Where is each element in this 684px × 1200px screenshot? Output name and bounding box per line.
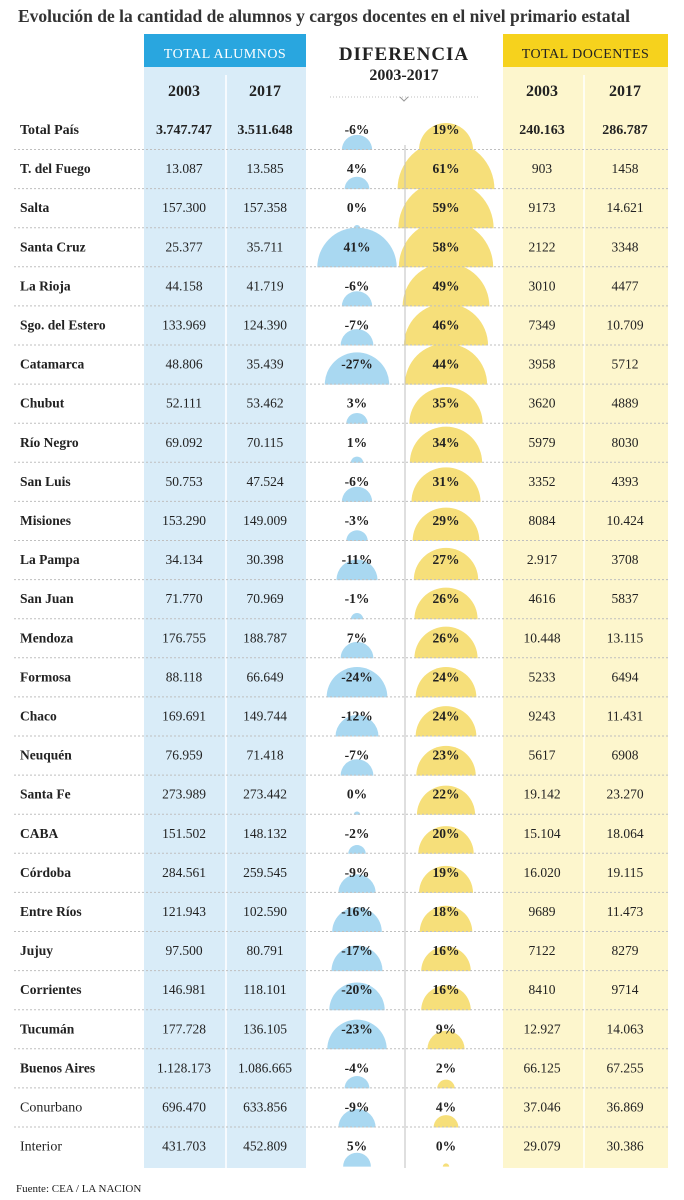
alumnos-diff-label: -23% xyxy=(341,1021,373,1037)
alumnos-diff-label: 1% xyxy=(346,434,368,450)
docentes-diff-label: 20% xyxy=(432,825,460,841)
alumnos-diff-label: -9% xyxy=(344,864,370,880)
alumnos-2003-value: 69.092 xyxy=(165,434,203,450)
docentes-2003-value: 19.142 xyxy=(523,786,561,802)
row-label: CABA xyxy=(20,825,59,841)
docentes-2003-value: 4616 xyxy=(528,591,556,607)
docentes-2017-value: 5712 xyxy=(611,356,639,372)
alumnos-2003-value: 25.377 xyxy=(165,239,203,255)
docentes-diff-label: 0% xyxy=(435,1138,457,1154)
docentes-2003-value: 8410 xyxy=(528,982,556,998)
alumnos-year-2003: 2003 xyxy=(168,83,200,100)
docentes-2003-value: 29.079 xyxy=(523,1138,561,1154)
docentes-diff-label: 27% xyxy=(432,552,460,568)
docentes-diff-label: 49% xyxy=(432,278,460,294)
alumnos-2003-value: 121.943 xyxy=(162,904,206,919)
docentes-2017-value: 11.473 xyxy=(606,904,644,919)
docentes-2017-value: 13.115 xyxy=(606,630,644,646)
source-note: Fuente: CEA / LA NACION xyxy=(16,1183,142,1195)
docentes-diff-label: 59% xyxy=(432,200,460,216)
docentes-2003-value: 7349 xyxy=(528,317,556,333)
alumnos-diff-label: -24% xyxy=(341,669,373,685)
alumnos-2017-value: 148.132 xyxy=(243,825,287,841)
docentes-2003-value: 3958 xyxy=(528,356,556,372)
alumnos-2017-value: 149.744 xyxy=(243,708,287,724)
alumnos-diff-semicircle xyxy=(342,135,372,150)
alumnos-2003-value: 146.981 xyxy=(162,982,206,998)
docentes-2003-value: 2122 xyxy=(528,239,556,255)
alumnos-diff-semicircle xyxy=(342,291,372,306)
row-label: Tucumán xyxy=(20,1021,75,1037)
alumnos-diff-label: -9% xyxy=(344,1099,370,1115)
row-label: Misiones xyxy=(20,513,72,528)
alumnos-diff-semicircle xyxy=(342,487,372,502)
docentes-2003-value: 5979 xyxy=(528,434,556,450)
alumnos-diff-semicircle xyxy=(351,613,363,619)
alumnos-2017-value: 3.511.648 xyxy=(237,123,293,138)
docentes-2017-value: 3708 xyxy=(611,552,639,568)
row-label: La Pampa xyxy=(20,552,80,568)
docentes-2003-value: 37.046 xyxy=(523,1099,561,1115)
alumnos-2003-value: 50.753 xyxy=(165,473,203,489)
docentes-2017-value: 67.255 xyxy=(606,1060,644,1076)
docentes-2003-value: 3352 xyxy=(528,473,556,489)
docentes-2017-value: 30.386 xyxy=(606,1138,644,1154)
docentes-2003-value: 66.125 xyxy=(523,1060,561,1076)
alumnos-2017-value: 259.545 xyxy=(243,864,287,880)
alumnos-2003-value: 13.087 xyxy=(165,161,203,177)
docentes-2017-value: 10.709 xyxy=(606,317,644,333)
alumnos-2003-value: 157.300 xyxy=(162,200,206,216)
docentes-year-2003: 2003 xyxy=(526,83,558,100)
docentes-2017-value: 36.869 xyxy=(606,1099,644,1115)
alumnos-2017-value: 136.105 xyxy=(243,1021,287,1037)
row-label: Conurbano xyxy=(20,1100,83,1116)
alumnos-2017-value: 35.439 xyxy=(246,356,284,372)
docentes-diff-label: 46% xyxy=(432,317,460,333)
alumnos-2017-value: 80.791 xyxy=(246,943,284,959)
alumnos-diff-label: -1% xyxy=(344,591,370,607)
docentes-diff-label: 31% xyxy=(432,473,460,489)
docentes-diff-label: 2% xyxy=(435,1060,457,1076)
docentes-diff-label: 26% xyxy=(432,591,460,607)
docentes-2003-value: 240.163 xyxy=(519,123,565,138)
alumnos-2017-value: 41.719 xyxy=(246,278,284,294)
docentes-2003-value: 3010 xyxy=(528,278,556,294)
alumnos-2003-value: 169.691 xyxy=(162,708,206,724)
docentes-2003-value: 903 xyxy=(531,161,553,177)
alumnos-2003-value: 71.770 xyxy=(165,591,203,607)
row-label: Neuquén xyxy=(20,747,72,763)
alumnos-diff-label: 41% xyxy=(343,239,371,255)
docentes-diff-label: 16% xyxy=(432,982,460,998)
alumnos-diff-label: -7% xyxy=(344,317,370,333)
alumnos-2003-value: 1.128.173 xyxy=(157,1060,211,1076)
docentes-diff-label: 35% xyxy=(432,395,460,411)
docentes-2003-value: 3620 xyxy=(528,395,556,411)
docentes-2017-value: 6494 xyxy=(611,669,639,685)
row-label: San Juan xyxy=(20,591,74,607)
docentes-2017-value: 14.063 xyxy=(606,1021,644,1037)
alumnos-2003-value: 151.502 xyxy=(162,825,206,841)
docentes-2017-value: 4477 xyxy=(611,278,639,294)
alumnos-2017-value: 1.086.665 xyxy=(238,1060,292,1076)
docentes-2017-value: 6908 xyxy=(611,747,639,763)
alumnos-2017-value: 47.524 xyxy=(246,473,284,489)
diferencia-header-label: DIFERENCIA xyxy=(338,44,470,65)
alumnos-diff-label: -7% xyxy=(344,747,370,763)
docentes-diff-label: 34% xyxy=(432,434,460,450)
docentes-year-2017: 2017 xyxy=(609,83,641,100)
alumnos-diff-label: -27% xyxy=(341,356,373,372)
alumnos-diff-label: -4% xyxy=(344,1060,370,1076)
alumnos-2003-value: 48.806 xyxy=(165,356,203,372)
docentes-2003-value: 7122 xyxy=(528,943,556,959)
row-label: Interior xyxy=(20,1139,62,1155)
docentes-2017-value: 1458 xyxy=(611,161,639,177)
row-label: Santa Cruz xyxy=(20,239,86,255)
docentes-diff-label: 19% xyxy=(432,864,460,880)
docentes-2003-value: 9243 xyxy=(528,708,556,724)
alumnos-2017-value: 633.856 xyxy=(243,1099,287,1115)
alumnos-2017-value: 118.101 xyxy=(243,982,287,998)
alumnos-diff-label: 0% xyxy=(346,200,368,216)
alumnos-diff-label: -12% xyxy=(341,708,373,724)
alumnos-2017-value: 70.115 xyxy=(246,434,284,450)
row-label: Córdoba xyxy=(20,864,72,880)
alumnos-2017-value: 30.398 xyxy=(246,552,284,568)
docentes-diff-label: 24% xyxy=(432,669,460,685)
docentes-2017-value: 4889 xyxy=(611,395,639,411)
alumnos-2017-value: 157.358 xyxy=(243,200,287,216)
alumnos-diff-semicircle xyxy=(345,177,370,189)
docentes-diff-label: 61% xyxy=(432,161,460,177)
docentes-diff-label: 44% xyxy=(432,356,460,372)
row-label: Chaco xyxy=(20,708,57,724)
alumnos-2017-value: 53.462 xyxy=(246,395,284,411)
alumnos-2003-value: 3.747.747 xyxy=(156,123,212,138)
docentes-2003-value: 12.927 xyxy=(523,1021,561,1037)
alumnos-2003-value: 52.111 xyxy=(165,395,203,411)
alumnos-2003-value: 153.290 xyxy=(162,513,206,528)
docentes-diff-semicircle xyxy=(437,1080,455,1089)
chart-title: Evolución de la cantidad de alumnos y cargos docentes en el nivel primario estatal xyxy=(18,6,631,26)
row-label: Entre Ríos xyxy=(20,904,82,919)
diferencia-header-caret xyxy=(400,97,408,101)
alumnos-diff-semicircle xyxy=(348,845,366,854)
row-label: Chubut xyxy=(20,395,65,411)
alumnos-2003-value: 88.118 xyxy=(165,669,203,685)
docentes-2017-value: 18.064 xyxy=(606,825,644,841)
alumnos-diff-label: -6% xyxy=(344,278,370,294)
docentes-diff-label: 58% xyxy=(432,239,460,255)
alumnos-2017-value: 66.649 xyxy=(246,669,284,685)
alumnos-2003-value: 177.728 xyxy=(162,1021,206,1037)
alumnos-2003-value: 133.969 xyxy=(162,317,206,333)
alumnos-2003-value: 273.989 xyxy=(162,786,206,802)
docentes-diff-label: 18% xyxy=(432,904,460,919)
alumnos-2017-value: 102.590 xyxy=(243,904,287,919)
docentes-2017-value: 8279 xyxy=(611,943,639,959)
alumnos-2003-value: 284.561 xyxy=(162,864,206,880)
row-label: La Rioja xyxy=(20,278,71,294)
alumnos-2017-value: 71.418 xyxy=(246,747,284,763)
row-label: Río Negro xyxy=(20,434,79,450)
row-label: Sgo. del Estero xyxy=(20,317,106,333)
alumnos-2003-value: 97.500 xyxy=(165,943,203,959)
alumnos-diff-label: -17% xyxy=(341,943,373,959)
docentes-diff-label: 23% xyxy=(432,747,460,763)
docentes-2017-value: 14.621 xyxy=(606,200,644,216)
docentes-2003-value: 9173 xyxy=(528,200,556,216)
alumnos-diff-semicircle xyxy=(346,413,367,424)
docentes-2003-value: 15.104 xyxy=(523,825,561,841)
docentes-2017-value: 9714 xyxy=(611,982,639,998)
docentes-2003-value: 5233 xyxy=(528,669,556,685)
docentes-2003-value: 10.448 xyxy=(523,630,561,646)
alumnos-diff-label: -3% xyxy=(344,513,370,528)
row-label: Corrientes xyxy=(20,982,82,998)
row-label: Salta xyxy=(20,200,50,216)
docentes-2003-value: 9689 xyxy=(528,904,556,919)
docentes-diff-semicircle xyxy=(443,1163,449,1166)
docentes-2017-value: 8030 xyxy=(611,434,639,450)
alumnos-diff-label: -2% xyxy=(344,825,370,841)
docentes-2017-value: 11.431 xyxy=(606,708,644,724)
row-label: Santa Fe xyxy=(20,786,71,802)
docentes-header-label: TOTAL DOCENTES xyxy=(521,47,650,62)
alumnos-diff-label: 3% xyxy=(346,395,368,411)
docentes-2017-value: 5837 xyxy=(611,591,639,607)
alumnos-diff-label: -11% xyxy=(341,552,373,568)
docentes-2017-value: 286.787 xyxy=(602,123,648,138)
alumnos-2003-value: 431.703 xyxy=(162,1138,206,1154)
docentes-2017-value: 3348 xyxy=(611,239,639,255)
row-label: Mendoza xyxy=(20,630,74,646)
docentes-diff-label: 29% xyxy=(432,513,460,528)
alumnos-2017-value: 70.969 xyxy=(246,591,284,607)
alumnos-diff-label: -6% xyxy=(344,473,370,489)
alumnos-diff-semicircle xyxy=(346,530,367,541)
alumnos-diff-label: -20% xyxy=(341,982,373,998)
alumnos-diff-semicircle xyxy=(345,1076,370,1088)
alumnos-diff-label: 7% xyxy=(346,630,368,646)
alumnos-diff-label: -16% xyxy=(341,904,373,919)
row-label: San Luis xyxy=(20,473,71,489)
alumnos-2017-value: 124.390 xyxy=(243,317,287,333)
alumnos-diff-label: 0% xyxy=(346,786,368,802)
docentes-diff-label: 22% xyxy=(432,786,460,802)
docentes-diff-label: 26% xyxy=(432,630,460,646)
docentes-2017-value: 23.270 xyxy=(606,786,644,802)
row-label: Catamarca xyxy=(20,356,85,372)
alumnos-diff-semicircle xyxy=(351,457,363,463)
docentes-2003-value: 16.020 xyxy=(523,864,561,880)
docentes-2003-value: 8084 xyxy=(528,513,556,528)
alumnos-2003-value: 34.134 xyxy=(165,552,203,568)
alumnos-2017-value: 273.442 xyxy=(243,786,287,802)
docentes-diff-label: 16% xyxy=(432,943,460,959)
alumnos-2017-value: 452.809 xyxy=(243,1138,287,1154)
docentes-2017-value: 10.424 xyxy=(606,513,644,528)
alumnos-2003-value: 44.158 xyxy=(165,278,203,294)
row-label: Total País xyxy=(20,123,79,138)
alumnos-diff-label: -6% xyxy=(344,122,370,137)
docentes-diff-label: 9% xyxy=(435,1021,457,1037)
docentes-2017-value: 4393 xyxy=(611,473,639,489)
alumnos-diff-semicircle xyxy=(343,1153,371,1167)
alumnos-2003-value: 76.959 xyxy=(165,747,203,763)
docentes-2017-value: 19.115 xyxy=(606,864,644,880)
docentes-diff-semicircle xyxy=(434,1115,459,1127)
row-label: Jujuy xyxy=(20,943,54,959)
alumnos-2017-value: 35.711 xyxy=(246,239,284,255)
alumnos-diff-label: 4% xyxy=(346,161,368,177)
alumnos-header-label: TOTAL ALUMNOS xyxy=(163,47,287,62)
docentes-diff-label: 4% xyxy=(435,1099,457,1115)
alumnos-2017-value: 188.787 xyxy=(243,630,287,646)
diferencia-period-label: 2003-2017 xyxy=(369,67,439,84)
row-label: Buenos Aires xyxy=(20,1060,96,1076)
docentes-diff-label: 24% xyxy=(432,708,460,724)
docentes-diff-label: 19% xyxy=(432,122,460,137)
row-label: T. del Fuego xyxy=(20,161,91,177)
alumnos-diff-label: 5% xyxy=(346,1138,368,1154)
docentes-2003-value: 2.917 xyxy=(526,552,558,568)
alumnos-2017-value: 149.009 xyxy=(243,513,287,528)
docentes-2003-value: 5617 xyxy=(528,747,556,763)
alumnos-2017-value: 13.585 xyxy=(246,161,284,177)
row-label: Formosa xyxy=(20,669,71,685)
alumnos-2003-value: 176.755 xyxy=(162,630,206,646)
alumnos-year-2017: 2017 xyxy=(249,83,281,100)
alumnos-2003-value: 696.470 xyxy=(162,1099,206,1115)
